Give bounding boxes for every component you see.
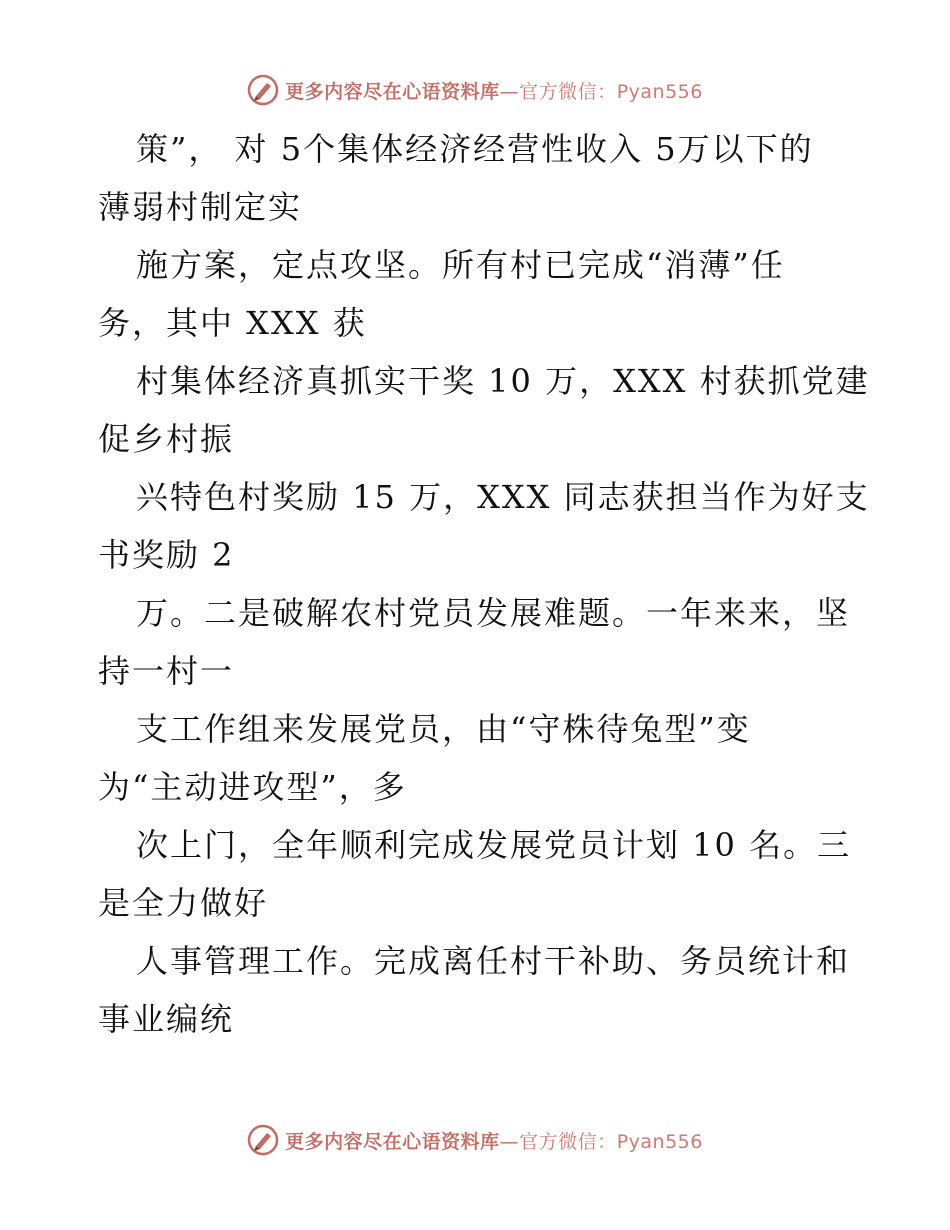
pen-logo-icon	[247, 74, 279, 106]
watermark-wechat-label: 官方微信：	[519, 80, 617, 103]
text-line: 支工作组来发展党员，由“守株待兔型”变	[136, 710, 751, 748]
text-line: 策”， 对 5个集体经济经营性收入 5万以下的	[136, 130, 814, 168]
watermark-separator: —	[499, 80, 520, 103]
watermark-brand: 更多内容尽在心语资料库	[285, 80, 500, 103]
watermark-separator: —	[499, 1130, 520, 1153]
text-line: 是全力做好	[98, 884, 269, 922]
text-line: 务，其中 XXX 获	[98, 304, 367, 342]
text-line: 人事管理工作。完成离任村干补助、务员统计和	[136, 942, 851, 980]
text-line: 持一村一	[98, 652, 235, 690]
text-line: 为“主动进攻型”，多	[98, 768, 407, 806]
header-watermark	[0, 70, 950, 110]
text-line: 次上门，全年顺利完成发展党员计划 10 名。三	[136, 826, 852, 864]
text-line: 促乡村振	[98, 420, 235, 458]
watermark-wechat-id: Pyan556	[616, 1130, 703, 1153]
watermark-wechat-label: 官方微信：	[519, 1130, 617, 1153]
footer-watermark	[0, 1120, 950, 1160]
text-line: 薄弱村制定实	[98, 188, 303, 226]
text-line: 施方案，定点攻坚。所有村已完成“消薄”任	[136, 246, 785, 284]
document-body	[98, 120, 888, 1048]
text-line: 事业编统	[98, 1000, 235, 1038]
watermark-text	[285, 1127, 703, 1154]
text-line: 书奖励 2	[98, 536, 235, 574]
watermark-brand: 更多内容尽在心语资料库	[285, 1130, 500, 1153]
text-line: 村集体经济真抓实干奖 10 万，XXX 村获抓党建	[136, 362, 870, 400]
watermark-text	[285, 77, 703, 104]
watermark-wechat-id: Pyan556	[616, 80, 703, 103]
pen-logo-icon	[247, 1124, 279, 1156]
text-line: 兴特色村奖励 15 万，XXX 同志获担当作为好支	[136, 478, 870, 516]
text-line: 万。二是破解农村党员发展难题。一年来来，坚	[136, 594, 851, 632]
